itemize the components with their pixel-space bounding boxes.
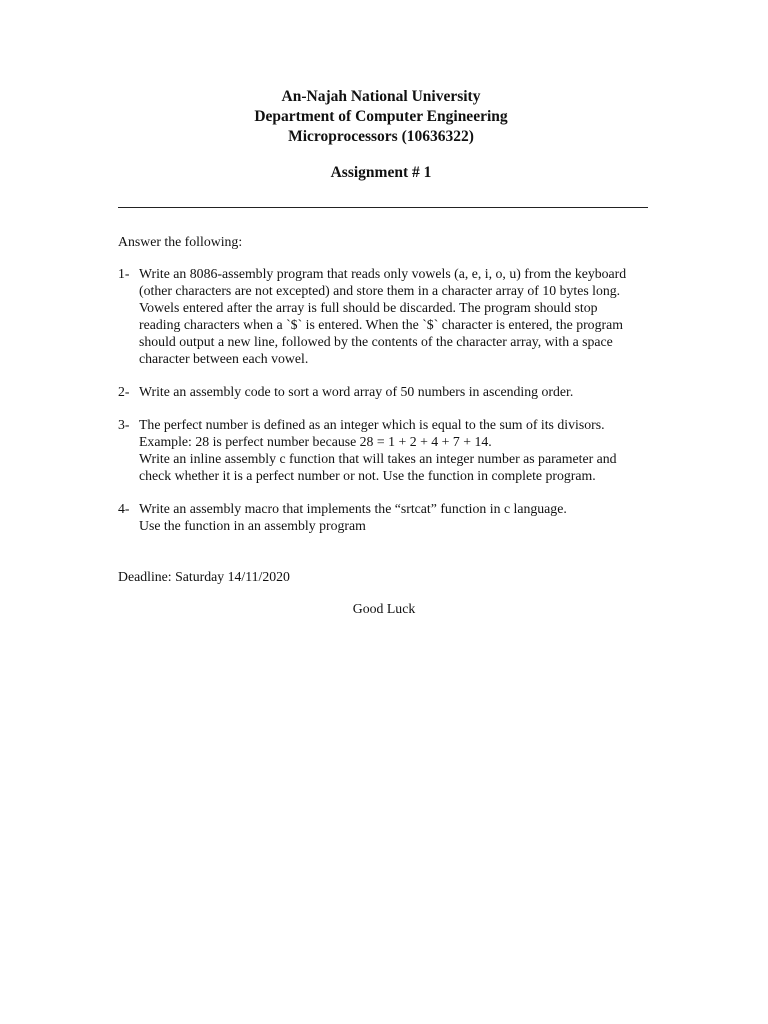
question-line: should output a new line, followed by the contents of the character array, with a space (139, 334, 613, 349)
question-line: Write an assembly macro that implements the “srtcat” function in c language. (139, 501, 567, 516)
question-2 (118, 383, 648, 400)
question-line: Write an assembly code to sort a word array of 50 numbers in ascending order. (139, 384, 574, 399)
department-name: Department of Computer Engineering (254, 108, 508, 125)
question-line: character between each vowel. (139, 351, 309, 366)
horizontal-divider (118, 207, 648, 208)
course-title: Microprocessors (10636322) (288, 128, 474, 145)
question-line: Write an 8086-assembly program that reads only vowels (a, e, i, o, u) from the keyboard (139, 266, 627, 281)
question-3 (118, 416, 648, 484)
document-header (0, 87, 762, 147)
question-line: reading characters when a `$` is entered. When the `$` character is entered, the program (139, 317, 623, 332)
question-number: 2- (118, 384, 130, 399)
question-1 (118, 265, 648, 367)
question-line: Vowels entered after the array is full should be discarded. The program should stop (139, 300, 598, 315)
university-name: An-Najah National University (281, 88, 481, 105)
question-line: (other characters are not excepted) and store them in a character array of 10 bytes long. (139, 283, 621, 298)
question-line: The perfect number is defined as an integer which is equal to the sum of its divisors. (139, 417, 605, 432)
intro-text: Answer the following: (118, 234, 243, 249)
question-line: Example: 28 is perfect number because 28 = 1 + 2 + 4 + 7 + 14. (139, 434, 492, 449)
question-number: 3- (118, 417, 130, 432)
question-number: 4- (118, 501, 130, 516)
question-4 (118, 500, 648, 534)
question-number: 1- (118, 266, 130, 281)
question-line: Write an inline assembly c function that will takes an integer number as parameter and (139, 451, 617, 466)
question-line: check whether it is a perfect number or not. Use the function in complete program. (139, 468, 596, 483)
closing-text: Good Luck (352, 601, 416, 616)
deadline-text: Deadline: Saturday 14/11/2020 (118, 569, 290, 584)
assignment-title: Assignment # 1 (330, 164, 432, 181)
question-line: Use the function in an assembly program (139, 518, 366, 533)
